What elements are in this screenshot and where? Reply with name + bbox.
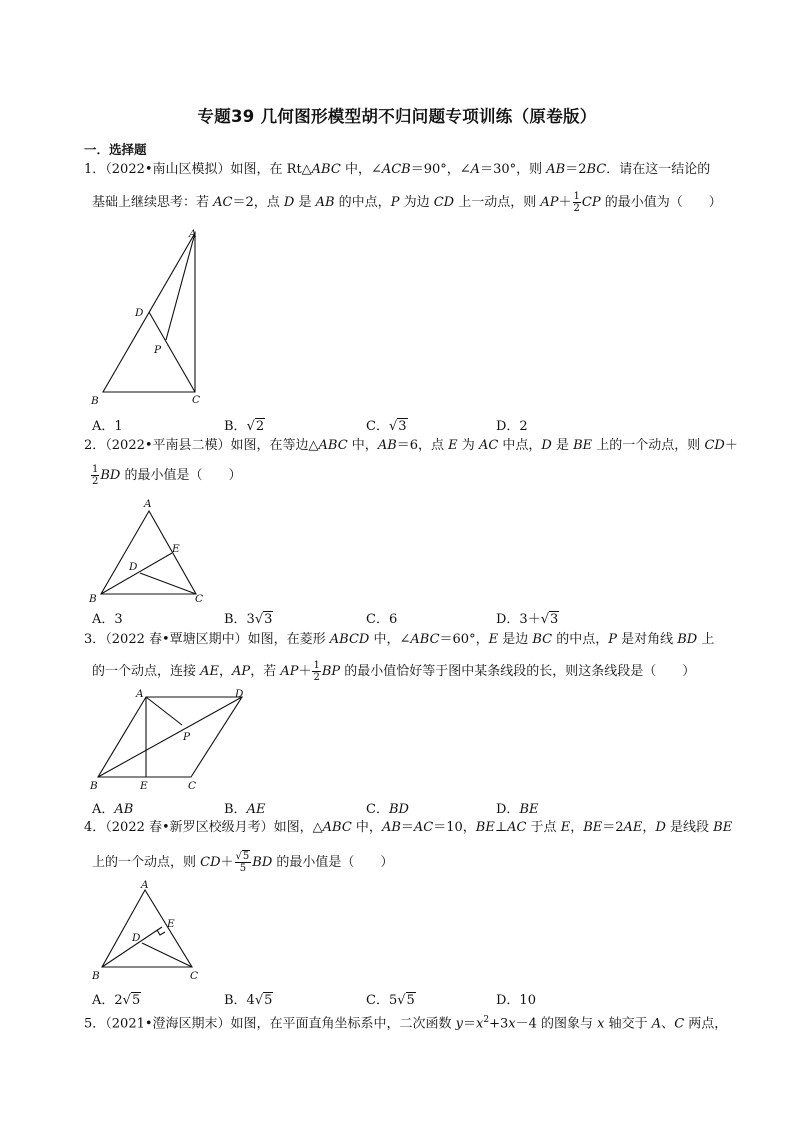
q4-label-e: E — [167, 918, 175, 930]
q4-line2: 上的一个动点，则 CD＋ $\frac{√5}{5}$ BD 的最小值是（ ） — [92, 851, 394, 874]
q2-label-b: B — [89, 593, 97, 605]
q1-fraction: $\frac{1}{2}$ — [573, 191, 580, 214]
q1-label-b: B — [91, 395, 99, 407]
q2-line1: 2．（2022•平南县二模）如图，在等边△ABC 中，AB＝6，点 E 为 AC 中点，D 是 BE 上的一个动点，则 CD＋ — [84, 438, 738, 453]
q4-fraction: $\frac{√5}{5}$ — [235, 851, 250, 874]
q2-option-b[interactable]: B．3√3 — [224, 612, 273, 627]
q2-label-c: C — [195, 593, 204, 605]
q2-option-c[interactable]: C．6 — [366, 612, 398, 627]
q3-option-b[interactable]: B．AE — [224, 802, 266, 817]
q4-option-a[interactable]: A．2√5 — [92, 993, 141, 1008]
q1-option-c[interactable]: C．√3 — [366, 419, 407, 434]
q4-right-angle-mark — [157, 930, 165, 935]
q4-line1: 4．（2022 春•新罗区校级月考）如图，△ABC 中，AB＝AC＝10，BE⊥AC 于点 E，BE＝2AE，D 是线段 BE — [84, 820, 733, 835]
q4-label-d: D — [132, 932, 141, 944]
q4-option-c[interactable]: C．5√5 — [366, 993, 415, 1008]
q1-option-a[interactable]: A．1 — [92, 419, 123, 434]
q5-line1: 5．（2021•澄海区期末）如图，在平面直角坐标系中，二次函数 $y=x^2+3x-4$ 的图象与 x 轴交于 A、C 两点， — [84, 1015, 728, 1032]
q4-triangle-abc — [102, 890, 192, 967]
q1-label-a: A — [189, 228, 197, 240]
q2-option-a[interactable]: A．3 — [92, 612, 123, 627]
page-title: 专题39 几何图形模型胡不归问题专项训练（原卷版） — [197, 107, 597, 126]
q3-label-e: E — [140, 780, 148, 792]
q3-fraction: $\frac{1}{2}$ — [313, 660, 320, 683]
q3-line1: 3．（2022 春•覃塘区期中）如图，在菱形 ABCD 中，∠ABC＝60°，E 是边 BC 的中点，P 是对角线 BD 上 — [84, 632, 715, 647]
q1-label-c: C — [192, 394, 201, 406]
q1-line1: 1．（2022•南山区模拟）如图，在 Rt△ABC 中，∠ACB＝90°，∠A＝30°，则 AB＝2BC．请在这一结论的 — [84, 162, 711, 177]
q4-option-b[interactable]: B．4√5 — [224, 993, 273, 1008]
q2-label-a: A — [144, 498, 152, 510]
q2-label-e: E — [172, 543, 180, 555]
q3-option-a[interactable]: A．AB — [92, 802, 134, 817]
q4-label-a: A — [141, 879, 149, 891]
q3-line2: 的一个动点，连接 AE，AP，若 AP＋ $\frac{1}{2}$ BP 的最小值恰好等于图中某条线段的长，则这条线段是（ ） — [92, 660, 696, 683]
q3-label-d: D — [235, 688, 244, 700]
q3-label-c: C — [188, 780, 197, 792]
q3-label-p: P — [183, 731, 191, 743]
q1-option-b[interactable]: B．√2 — [224, 419, 265, 434]
q2-line2: $\frac{1}{2}$ BD 的最小值是（ ） — [92, 464, 242, 487]
q4-label-c: C — [190, 970, 199, 982]
q4-label-b: B — [92, 970, 100, 982]
q3-option-d[interactable]: D．BE — [496, 802, 539, 817]
q3-label-b: B — [90, 780, 98, 792]
section-heading: 一．选择题 — [84, 142, 147, 157]
q3-label-a: A — [136, 688, 144, 700]
q3-option-c[interactable]: C．BD — [366, 802, 409, 817]
q2-option-d[interactable]: D．3＋√3 — [496, 612, 559, 627]
q1-option-d[interactable]: D．2 — [496, 419, 528, 434]
q1-label-d: D — [135, 307, 144, 319]
q2-label-d: D — [129, 561, 138, 573]
q4-option-d[interactable]: D．10 — [496, 993, 536, 1008]
q1-label-p: P — [154, 344, 162, 356]
q1-line2: 基础上继续思考：若 AC＝2，点 D 是 AB 的中点，P 为边 CD 上一动点，则 AP＋ $\frac{1}{2}$ CP 的最小值为（ ） — [92, 191, 722, 214]
q2-fraction: $\frac{1}{2}$ — [92, 464, 99, 487]
